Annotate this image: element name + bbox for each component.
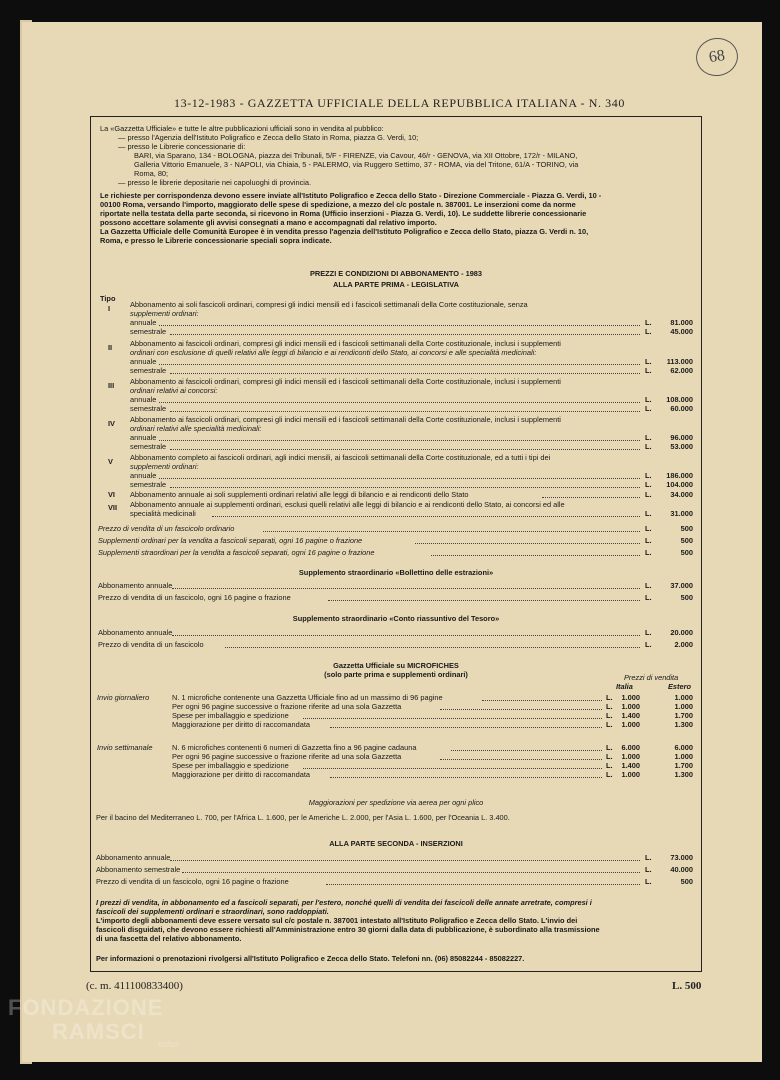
tipo-number: VII (108, 503, 118, 512)
currency-label: L. (606, 693, 613, 702)
air-text: Per il bacino del Mediterraneo L. 700, per l'Africa L. 1.600, per le Americhe L. 2.000, per l'Asia L. 1.600, per l'Oceania L. 3.400. (96, 813, 510, 822)
dot-leader (542, 496, 640, 498)
part-one-title: ALLA PARTE PRIMA - LEGISLATIVA (333, 280, 459, 289)
note-line: fascicoli disguidati, che devono essere richiesti all'Amministrazione entro 30 giorni dalla data di pubblicazione, è subordinato alla trasmissione (96, 925, 600, 934)
currency-label: L. (645, 490, 652, 499)
price-row-label: annuale (130, 471, 157, 480)
price-value: 31.000 (670, 509, 693, 518)
note-italic-line: I prezzi di vendita, in abbonamento ed a fascicoli separati, per l'estero, nonché quelli di vendita dei fascicoli delle annate arretrate, compresi i (96, 898, 592, 907)
microfiche-group-label: Invio giornaliero (97, 693, 150, 702)
dot-leader (159, 477, 640, 479)
price-row-label: Prezzo di vendita di un fascicolo ordinario (98, 524, 235, 533)
requests-line: riportate nella testata della parte seconda, si ricevono in Roma (Ufficio inserzioni - Piazza G. Verdi, 10). Le suddette librerie concessionarie (100, 209, 587, 218)
dot-leader (328, 599, 640, 601)
price-value: 500 (680, 548, 693, 557)
currency-label: L. (645, 509, 652, 518)
price-value: 73.000 (670, 853, 693, 862)
dot-leader (263, 530, 640, 532)
tipo-number: IV (108, 419, 115, 428)
intro-line: — presso le librerie depositarie nei capoluoghi di provincia. (118, 178, 312, 187)
microfiche-desc: Maggiorazione per diritto di raccomandata (172, 720, 311, 729)
currency-label: L. (645, 366, 652, 375)
watermark-line2: RAMSCI (52, 1019, 145, 1044)
price-row-label: Abbonamento annuale (98, 581, 173, 590)
microfiche-price-estero: 1.000 (674, 752, 693, 761)
tipo-label: Tipo (100, 294, 116, 303)
requests-line: Le richieste per corrispondenza devono essere inviate all'Istituto Poligrafico e Zecca dello Stato - Direzione Commerciale - Piazza G. Verdi, 10 - (100, 191, 602, 200)
requests-line: Roma, e presso le Librerie concessionarie speciali sopra indicate. (100, 236, 332, 245)
tipo-description: Abbonamento ai soli fascicoli ordinari, compresi gli indici mensili ed i fascicoli settimanali della Corte costituzionale, senza (130, 300, 528, 309)
tipo-description: Abbonamento annuale ai supplementi ordinari, esclusi quelli relativi alle leggi di bilancio e ai rendiconti dello Stato, ai concorsi ed alle (130, 500, 565, 509)
currency-label: L. (645, 536, 652, 545)
microfiches-subtitle: (solo parte prima e supplementi ordinari) (324, 670, 468, 679)
dot-leader (225, 646, 640, 648)
price-row-label: semestrale (130, 480, 167, 489)
dot-leader (440, 708, 602, 710)
dot-leader (212, 515, 640, 517)
tipo-number: VI (108, 490, 115, 499)
info-line: Per informazioni o prenotazioni rivolgersi all'Istituto Poligrafico e Zecca dello Stato. Telefoni nn. (06) 85082244 - 85082227. (96, 954, 525, 963)
price-row-label: Prezzo di vendita di un fascicolo, ogni 16 pagine o frazione (96, 877, 289, 886)
handwritten-page-number: 68 (694, 35, 741, 78)
dot-leader (330, 776, 602, 778)
dot-leader (159, 324, 640, 326)
microfiche-price-italia: 1.000 (621, 770, 640, 779)
price-value: 500 (680, 536, 693, 545)
price-row-label: semestrale (130, 366, 167, 375)
microfiche-price-estero: 1.700 (674, 761, 693, 770)
intro-line: La «Gazzetta Ufficiale» e tutte le altre pubblicazioni ufficiali sono in vendita al pubblico: (100, 124, 384, 133)
price-value: 2.000 (674, 640, 693, 649)
microfiche-price-estero: 1.300 (674, 770, 693, 779)
microfiche-desc: Spese per imballaggio e spedizione (172, 761, 289, 770)
microfiche-price-estero: 1.000 (674, 693, 693, 702)
currency-label: L. (645, 581, 652, 590)
currency-label: L. (606, 743, 613, 752)
price-row-label: annuale (130, 357, 157, 366)
currency-label: L. (606, 720, 613, 729)
tipo-description: Abbonamento ai fascicoli ordinari, compresi gli indici mensili ed i fascicoli settimanali della Corte costituzionale, inclusi i supplementi (130, 339, 561, 348)
currency-label: L. (606, 770, 613, 779)
currency-label: L. (606, 711, 613, 720)
dot-leader (159, 363, 640, 365)
price-row-label: Abbonamento annuale ai soli supplementi ordinari relativi alle leggi di bilancio e ai rendiconti dello Stato (130, 490, 469, 499)
price-value: 500 (680, 877, 693, 886)
col-italia: Italia (616, 682, 633, 691)
price-value: 20.000 (670, 628, 693, 637)
price-value: 45.000 (670, 327, 693, 336)
page-header: 13-12-1983 - GAZZETTA UFFICIALE DELLA REPUBBLICA ITALIANA - N. 340 (174, 96, 625, 110)
microfiche-price-estero: 1.700 (674, 711, 693, 720)
dot-leader (170, 448, 640, 450)
note-line: L'importo degli abbonamenti deve essere versato sul c/c postale n. 387001 intestato all'Istituto Poligrafico e Zecca dello Stato. L'invio dei (96, 916, 578, 925)
price-row-label: Prezzo di vendita di un fascicolo, ogni 16 pagine o frazione (98, 593, 291, 602)
dot-leader (326, 883, 640, 885)
dot-leader (170, 333, 640, 335)
currency-label: L. (645, 433, 652, 442)
currency-label: L. (606, 702, 613, 711)
tesoro-title: Supplemento straordinario «Conto riassuntivo del Tesoro» (292, 614, 500, 623)
price-value: 500 (680, 593, 693, 602)
currency-label: L. (645, 442, 652, 451)
microfiche-price-italia: 1.400 (621, 711, 640, 720)
price-value: 500 (680, 524, 693, 533)
dot-leader (170, 372, 640, 374)
footer-price: L. 500 (672, 980, 702, 992)
dot-leader (159, 439, 640, 441)
currency-label: L. (645, 327, 652, 336)
dot-leader (170, 410, 640, 412)
price-value: 186.000 (666, 471, 693, 480)
price-value: 37.000 (670, 581, 693, 590)
microfiche-price-italia: 1.000 (621, 752, 640, 761)
tipo-description: supplementi ordinari: (130, 309, 199, 318)
price-row-label: annuale (130, 395, 157, 404)
price-row-label: Abbonamento semestrale (96, 865, 181, 874)
intro-line: Roma, 80; (134, 169, 169, 178)
dot-leader (451, 749, 602, 751)
price-row-label: semestrale (130, 327, 167, 336)
dot-leader (482, 699, 602, 701)
microfiche-price-italia: 1.000 (621, 702, 640, 711)
dot-leader (170, 859, 640, 861)
currency-label: L. (645, 524, 652, 533)
requests-line: 00100 Roma, versando l'importo, maggiorato delle spese di spedizione, a mezzo del c/c postale n. 387001. Le inserzioni come da norme (100, 200, 576, 209)
tipo-number: I (108, 304, 111, 313)
dot-leader (182, 871, 640, 873)
currency-label: L. (645, 877, 652, 886)
currency-label: L. (645, 640, 652, 649)
microfiche-price-italia: 1.400 (621, 761, 640, 770)
price-value: 81.000 (670, 318, 693, 327)
tipo-number: II (108, 343, 113, 352)
currency-label: L. (645, 318, 652, 327)
intro-line: BARI, via Sparano, 134 - BOLOGNA, piazza dei Tribunali, 5/F - FIRENZE, via Cavour, 46/r - GENOVA, via XII Ottobre, 172/r - MILANO, (134, 151, 578, 160)
currency-label: L. (645, 357, 652, 366)
microfiche-price-estero: 6.000 (674, 743, 693, 752)
price-row-label: Supplementi straordinari per la vendita a fascicoli separati, ogni 16 pagine o frazione (98, 548, 375, 557)
currency-label: L. (645, 471, 652, 480)
microfiche-desc: Spese per imballaggio e spedizione (172, 711, 289, 720)
microfiche-price-estero: 1.000 (674, 702, 693, 711)
tipo-description: supplementi ordinari: (130, 462, 199, 471)
tipo-number: V (108, 457, 113, 466)
note-line: di una fascetta del relativo abbonamento. (96, 934, 242, 943)
microfiche-price-italia: 1.000 (621, 693, 640, 702)
price-value: 34.000 (670, 490, 693, 499)
price-row-label: semestrale (130, 442, 167, 451)
price-value: 96.000 (670, 433, 693, 442)
tipo-number: III (108, 381, 115, 390)
tipo-description: ordinari relativi alle specialità medicinali: (130, 424, 262, 433)
price-row-label: annuale (130, 433, 157, 442)
microfiche-price-italia: 6.000 (621, 743, 640, 752)
dot-leader (431, 554, 640, 556)
currency-label: L. (645, 404, 652, 413)
currency-label: L. (645, 395, 652, 404)
microfiche-desc: Per ogni 96 pagine successive o frazione riferite ad una sola Gazzetta (172, 702, 402, 711)
part-two-title: ALLA PARTE SECONDA - INSERZIONI (329, 839, 463, 848)
price-value: 53.000 (670, 442, 693, 451)
microfiche-desc: Per ogni 96 pagine successive o frazione riferite ad una sola Gazzetta (172, 752, 402, 761)
microfiche-price-estero: 1.300 (674, 720, 693, 729)
footer-code: (c. m. 411100833400) (86, 980, 183, 992)
prices-header: Prezzi di vendita (624, 673, 679, 682)
price-row-label: Abbonamento annuale (98, 628, 173, 637)
col-estero: Estero (668, 682, 692, 691)
note-italic-line: fascicoli dei supplementi ordinari e straordinari, sono raddoppiati. (96, 907, 329, 916)
dot-leader (330, 726, 602, 728)
price-value: 40.000 (670, 865, 693, 874)
dot-leader (415, 542, 640, 544)
dot-leader (170, 486, 640, 488)
price-row-label: annuale (130, 318, 157, 327)
dot-leader (303, 767, 602, 769)
requests-line: possono accettare solamente gli avvisi consegnati a mano e accompagnati dal relativo importo. (100, 218, 437, 227)
currency-label: L. (645, 548, 652, 557)
currency-label: L. (645, 480, 652, 489)
price-row-label: specialità medicinali (130, 509, 196, 518)
microfiches-title: Gazzetta Ufficiale su MICROFICHES (333, 661, 459, 670)
tipo-description: ordinari relativi ai concorsi: (130, 386, 218, 395)
tipo-description: Abbonamento ai fascicoli ordinari, compresi gli indici mensili ed i fascicoli settimanali della Corte costituzionale, inclusi i supplementi (130, 415, 561, 424)
dot-leader (172, 587, 640, 589)
currency-label: L. (645, 593, 652, 602)
price-row-label: semestrale (130, 404, 167, 413)
watermark-logo (8, 995, 180, 1049)
watermark-line3: onlus (158, 1039, 180, 1049)
currency-label: L. (645, 865, 652, 874)
prices-title: PREZZI E CONDIZIONI DI ABBONAMENTO - 1983 (309, 269, 483, 278)
price-value: 104.000 (666, 480, 693, 489)
dot-leader (303, 717, 602, 719)
intro-line: Galleria Vittorio Emanuele, 3 - NAPOLI, via Chiaia, 5 - PALERMO, via Ruggero Settimo, 37 - ROMA, via del Tritone, 61/A - TORINO, via (134, 160, 579, 169)
microfiche-desc: Maggiorazione per diritto di raccomandata (172, 770, 311, 779)
intro-line: — presso l'Agenzia dell'Istituto Poligrafico e Zecca dello Stato in Roma, piazza G. Verdi, 10; (118, 133, 419, 142)
requests-line: La Gazzetta Ufficiale delle Comunità Europee è in vendita presso l'agenzia dell'Istituto Poligrafico e Zecca dello Stato, piazza G. Verdi n. 10, (100, 227, 589, 236)
microfiche-desc: N. 6 microfiches contenenti 6 numeri di Gazzetta fino a 96 pagine cadauna (172, 743, 417, 752)
currency-label: L. (606, 761, 613, 770)
dot-leader (440, 758, 602, 760)
currency-label: L. (645, 628, 652, 637)
tipo-description: Abbonamento completo ai fascicoli ordinari, agli indici mensili, ai fascicoli settimanali della Corte costituzionale, ed a tutti i tipi dei (130, 453, 551, 462)
tipo-description: ordinari con esclusione di quelli relativi alle leggi di bilancio e ai rendiconti dello Stato, ai concorsi e alle specialità medicinali: (130, 348, 537, 357)
price-row-label: Abbonamento annuale (96, 853, 171, 862)
price-value: 62.000 (670, 366, 693, 375)
microfiche-group-label: Invio settimanale (97, 743, 153, 752)
air-title: Maggiorazioni per spedizione via aerea per ogni plico (308, 798, 484, 807)
dot-leader (159, 401, 640, 403)
estrazioni-title: Supplemento straordinario «Bollettino delle estrazioni» (298, 568, 494, 577)
price-value: 113.000 (666, 357, 693, 366)
microfiche-desc: N. 1 microfiche contenente una Gazzetta Ufficiale fino ad un massimo di 96 pagine (172, 693, 443, 702)
microfiche-price-italia: 1.000 (621, 720, 640, 729)
currency-label: L. (606, 752, 613, 761)
currency-label: L. (645, 853, 652, 862)
price-row-label: Supplementi ordinari per la vendita a fascicoli separati, ogni 16 pagine o frazione (98, 536, 363, 545)
price-value: 60.000 (670, 404, 693, 413)
watermark-line1: FONDAZIONE (8, 995, 164, 1020)
tipo-description: Abbonamento ai fascicoli ordinari, compresi gli indici mensili ed i fascicoli settimanali della Corte costituzionale, inclusi i supplementi (130, 377, 561, 386)
price-value: 108.000 (666, 395, 693, 404)
intro-line: — presso le Librerie concessionarie di: (118, 142, 246, 151)
price-row-label: Prezzo di vendita di un fascicolo (98, 640, 204, 649)
dot-leader (172, 634, 640, 636)
